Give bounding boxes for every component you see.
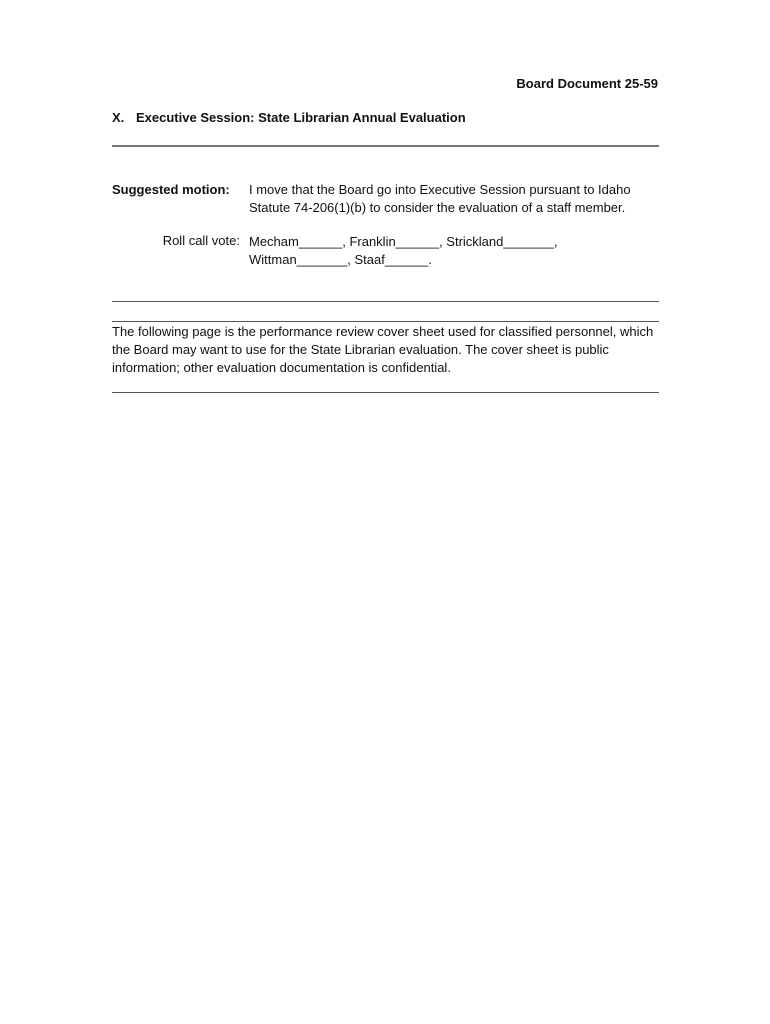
section-title: Executive Session: State Librarian Annual Evaluation (136, 110, 466, 125)
divider-middle-1 (112, 301, 659, 302)
roll-call-line-1: Mecham______, Franklin______, Strickland_______, (249, 234, 558, 249)
divider-middle-2 (112, 321, 659, 322)
roll-call-vote (249, 233, 659, 269)
roll-call-label: Roll call vote: (162, 233, 240, 248)
cover-sheet-note: The following page is the performance review cover sheet used for classified personnel, which the Board may want to use for the State Librarian evaluation. The cover sheet is public information; other evaluation documentation is confidential. (112, 324, 654, 375)
document-id: Board Document 25-59 (516, 76, 658, 91)
divider-bottom (112, 392, 659, 393)
suggested-motion-text: I move that the Board go into Executive Session pursuant to Idaho Statute 74-206(1)(b) to consider the evaluation of a staff member. (249, 182, 631, 215)
divider-top (112, 145, 659, 147)
roll-call-line-2: Wittman_______, Staaf______. (249, 252, 432, 267)
suggested-motion-label: Suggested motion: (112, 182, 230, 197)
section-heading (112, 110, 466, 125)
section-number: X. (112, 110, 125, 125)
